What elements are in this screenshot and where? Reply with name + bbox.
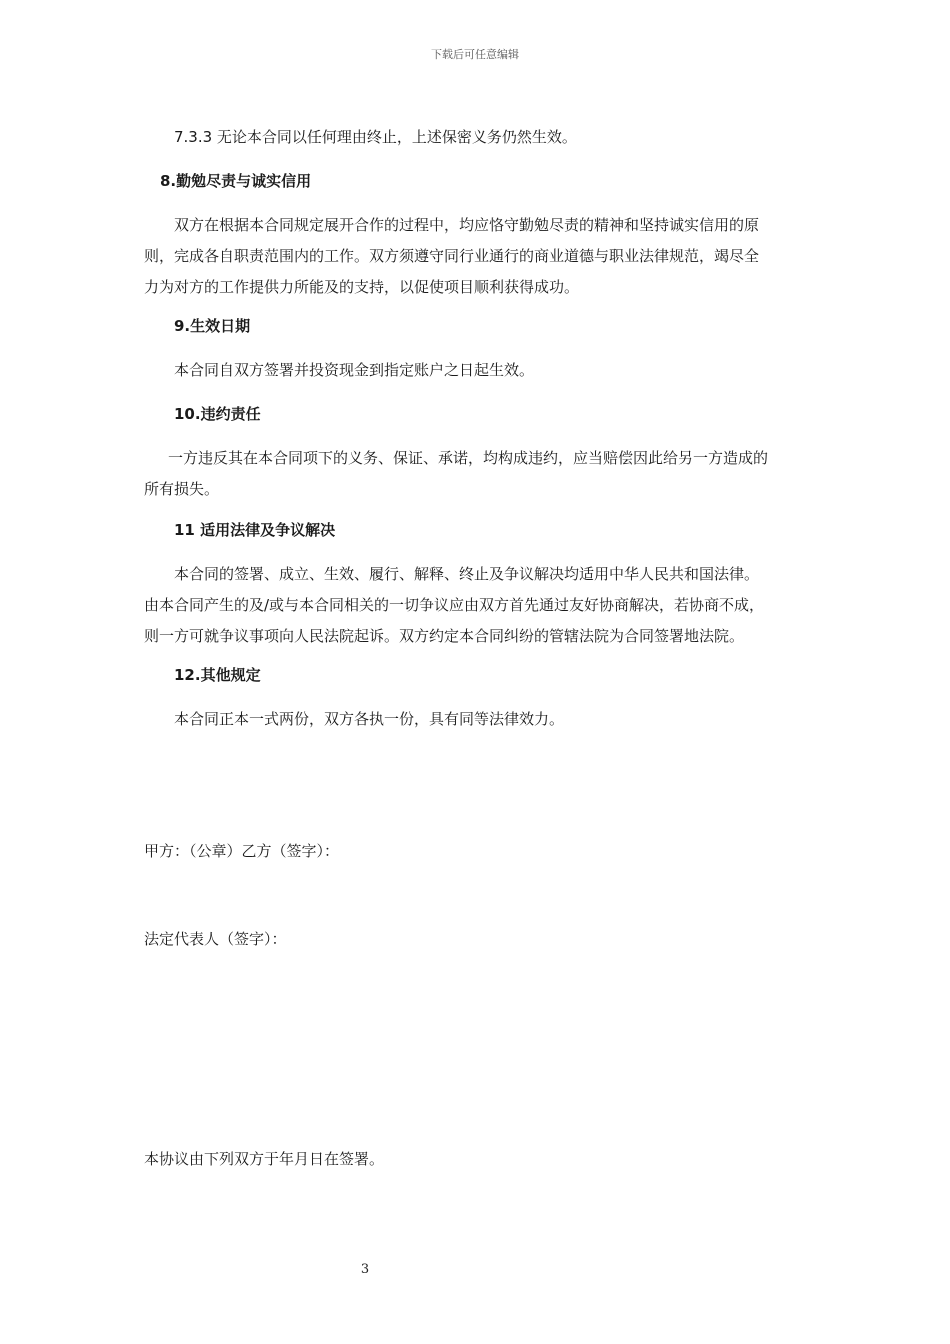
section-8-heading: 8.勤勉尽责与诚实信用: [160, 172, 312, 190]
section-9-body: 本合同自双方签署并投资现金到指定账户之日起生效。: [174, 361, 535, 379]
section-10-line-1: 一方违反其在本合同项下的义务、保证、承诺，均构成违约，应当赔偿因此给另一方造成的: [168, 449, 769, 467]
section-12-body: 本合同正本一式两份，双方各执一份，具有同等法律效力。: [174, 710, 565, 728]
clause-7-3-3: 7.3.3 无论本合同以任何理由终止，上述保密义务仍然生效。: [174, 128, 577, 146]
section-8-body: [144, 210, 810, 303]
section-12-heading: 12.其他规定: [174, 666, 261, 684]
section-10-line-2: 所有损失。: [144, 480, 220, 498]
section-11-heading: 11 适用法律及争议解决: [174, 521, 336, 539]
section-11-line-3: 则一方可就争议事项向人民法院起诉。双方约定本合同纠纷的管辖法院为合同签署地法院。: [144, 627, 745, 645]
page-number: 3: [360, 1262, 370, 1277]
signature-parties-line: 甲方：（公章）乙方（签字）：: [144, 842, 340, 860]
section-11-body: [144, 559, 810, 652]
section-8-line-1: 双方在根据本合同规定展开合作的过程中，均应恪守勤勉尽责的精神和坚持诚实信用的原: [174, 216, 760, 234]
section-10-body: [144, 443, 810, 505]
section-11-line-2: 由本合同产生的及/或与本合同相关的一切争议应由双方首先通过友好协商解决，若协商不成，: [144, 596, 765, 614]
section-11-line-1: 本合同的签署、成立、生效、履行、解释、终止及争议解决均适用中华人民共和国法律。: [174, 565, 760, 583]
section-10-heading: 10.违约责任: [174, 405, 261, 423]
signature-representative-line: 法定代表人（签字）：: [144, 930, 287, 948]
section-9-heading: 9.生效日期: [174, 317, 251, 335]
page-header: 下载后可任意编辑: [431, 48, 519, 61]
section-8-line-3: 力为对方的工作提供力所能及的支持，以促使项目顺利获得成功。: [144, 278, 580, 296]
agreement-date-line: 本协议由下列双方于年月日在签署。: [144, 1150, 385, 1168]
section-8-line-2: 则，完成各自职责范围内的工作。双方须遵守同行业通行的商业道德与职业法律规范，竭尽全: [144, 247, 760, 265]
